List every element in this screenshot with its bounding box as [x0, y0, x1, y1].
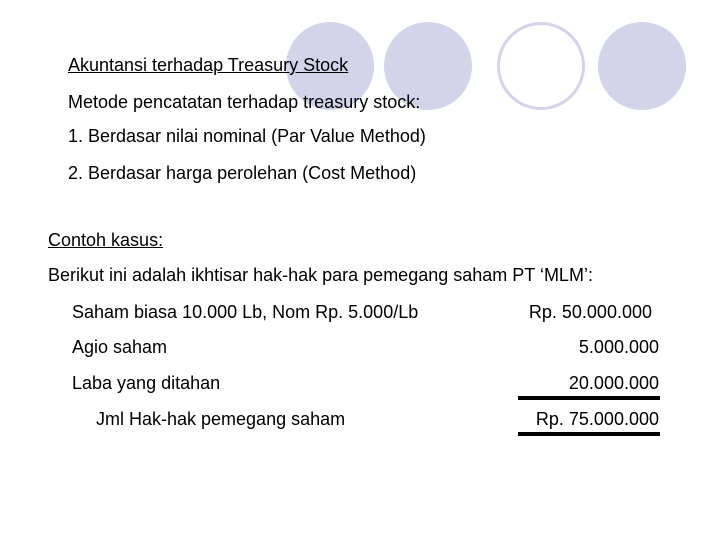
total-row-amount: Rp. 75.000.000	[535, 409, 659, 429]
equity-row-amount: 5.000.000	[578, 337, 659, 357]
total-row-label: Jml Hak-hak pemegang saham	[96, 409, 346, 429]
equity-row-label: Saham biasa 10.000 Lb, Nom Rp. 5.000/Lb	[72, 302, 419, 322]
total-rule	[518, 432, 660, 436]
case-heading: Contoh kasus:	[48, 230, 164, 250]
equity-row-amount: 20.000.000	[568, 373, 659, 393]
intro-text: Metode pencatatan terhadap treasury stock:	[68, 92, 421, 112]
decor-circle-4	[598, 22, 686, 110]
decor-ring-3	[497, 22, 585, 110]
subtotal-rule	[518, 396, 660, 400]
equity-row-amount: Rp. 50.000.000	[528, 302, 652, 322]
method-item-1: 1. Berdasar nilai nominal (Par Value Method)	[68, 126, 426, 146]
case-intro: Berikut ini adalah ikhtisar hak-hak para pemegang saham PT ‘MLM’:	[48, 265, 593, 285]
equity-row-label: Agio saham	[72, 337, 168, 357]
slide-title: Akuntansi terhadap Treasury Stock	[68, 55, 349, 75]
method-item-2: 2. Berdasar harga perolehan (Cost Method)	[68, 163, 417, 183]
equity-row-label: Laba yang ditahan	[72, 373, 221, 393]
